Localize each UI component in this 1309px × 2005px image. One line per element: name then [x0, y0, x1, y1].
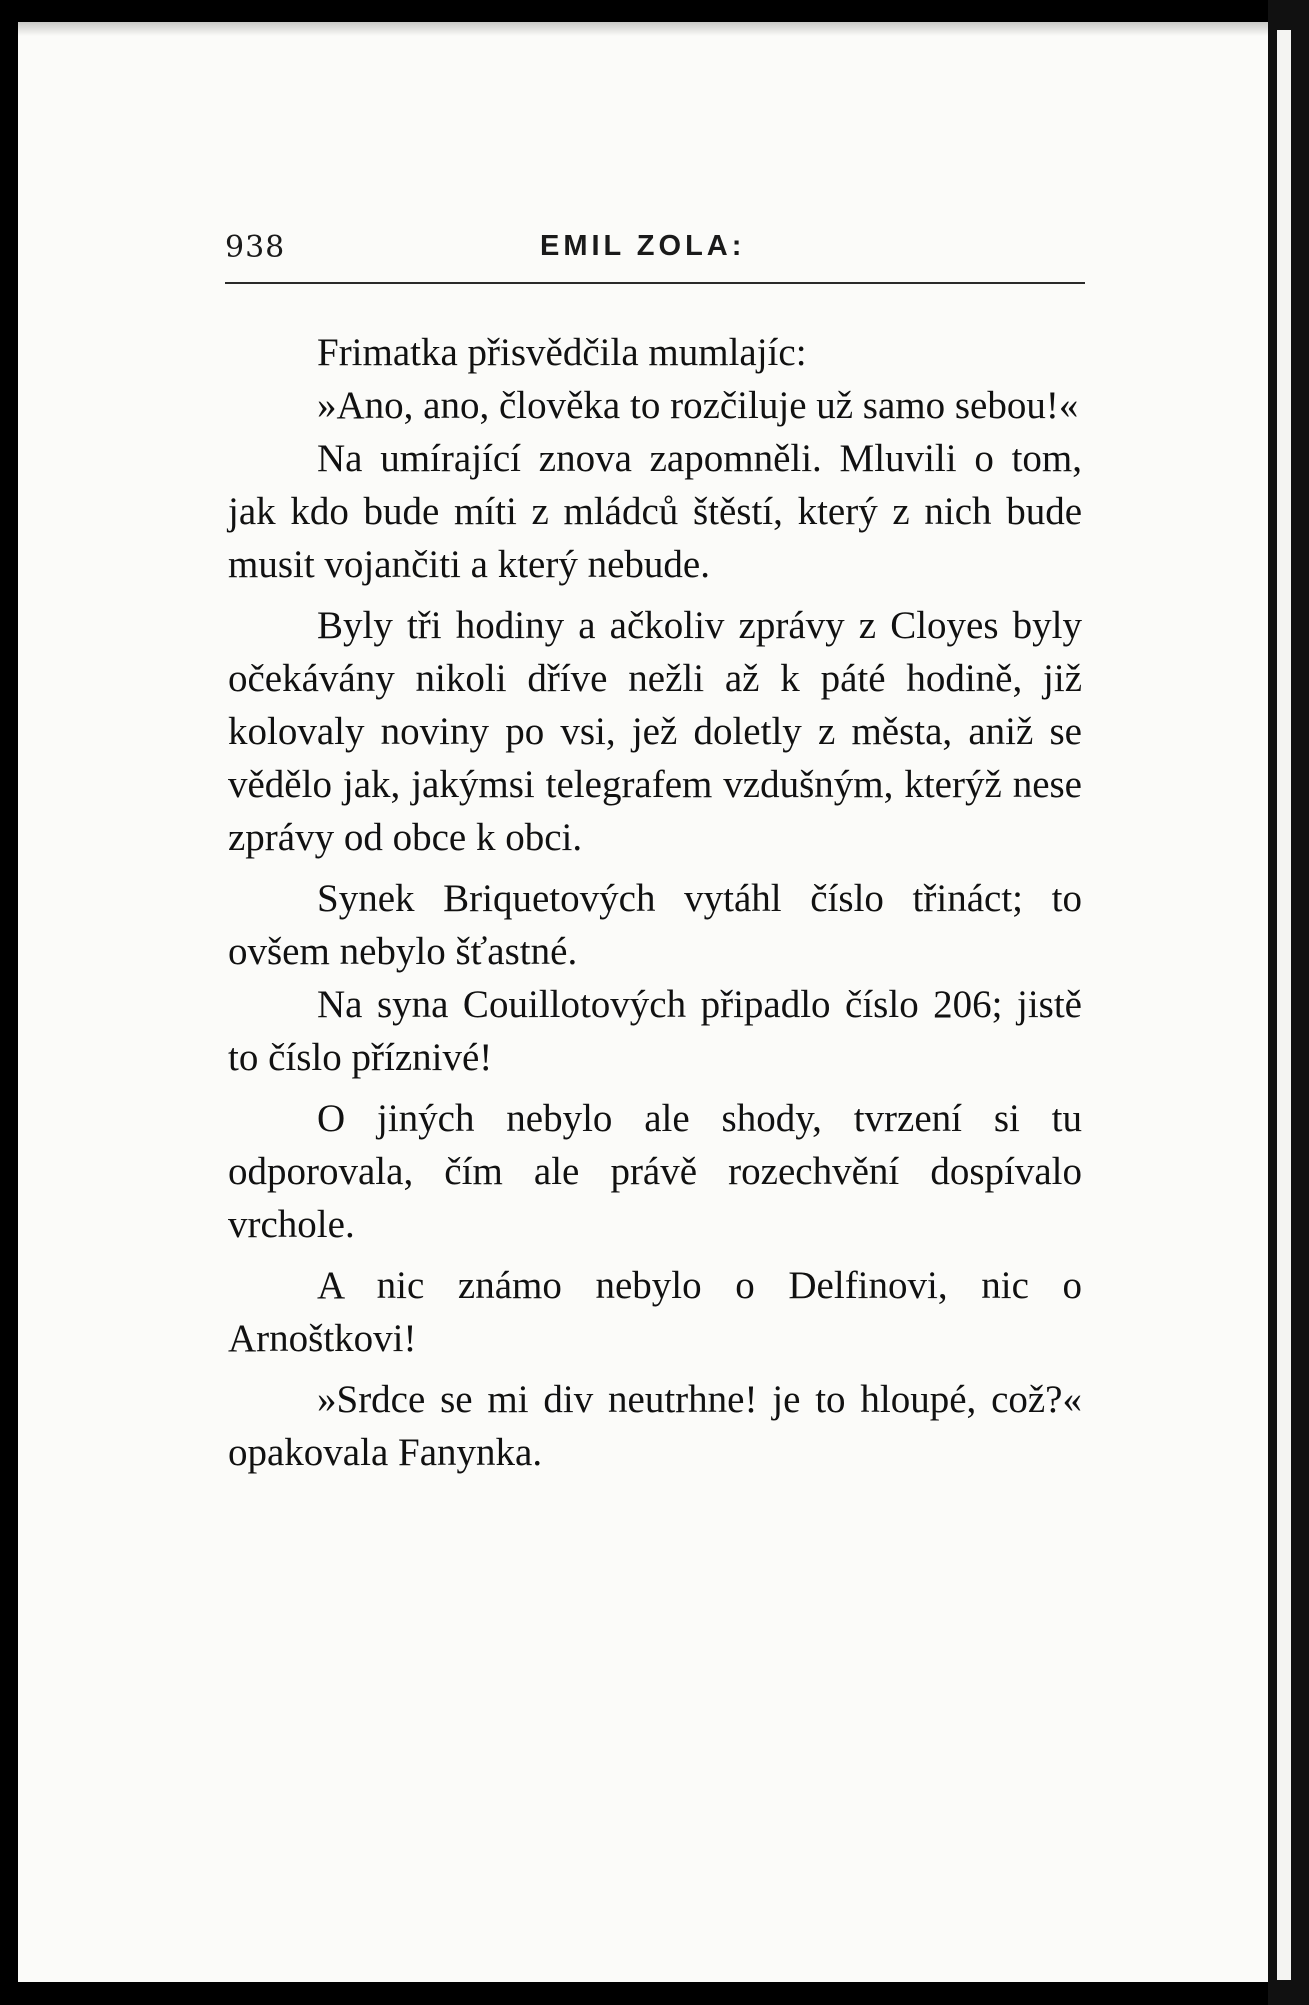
next-page-edge	[1277, 30, 1291, 1980]
paragraph: Byly tři hodiny a ačkoliv zprávy z Cloyes byly očekávány nikoli dříve nežli až k páté hodině, již kolovaly noviny po vsi, jež doletly z města, aniž se vědělo jak, jakýmsi telegrafem vzdušným, kterýž nese zprávy od obce k obci.	[228, 604, 1082, 859]
paragraph-gap	[228, 1084, 1082, 1092]
page-number: 938	[225, 230, 286, 265]
paragraph-gap	[228, 591, 1082, 599]
page-edge-shadow	[18, 22, 1268, 36]
paragraph: A nic známo nebylo o Delfinovi, nic o Arnoštkovi!	[228, 1264, 1082, 1360]
header-rule	[225, 282, 1085, 284]
paragraph: Frimatka přisvědčila mumlajíc:	[317, 331, 807, 374]
body-text	[228, 326, 1082, 1479]
paragraph: O jiných nebylo ale shody, tvrzení si tu odporovala, čím ale právě rozechvění dospívalo vrchole.	[228, 1097, 1082, 1246]
paragraph: Na umírající znova zapomněli. Mluvili o tom, jak kdo bude míti z mládců štěstí, který z nich bude musit vojančiti a který nebude.	[228, 437, 1082, 586]
running-head: EMIL ZOLA:	[540, 230, 746, 262]
paragraph: »Srdce se mi div neutrhne! je to hloupé, což?« opakovala Fanynka.	[228, 1378, 1082, 1474]
paragraph-gap	[228, 1251, 1082, 1259]
paragraph-gap	[228, 864, 1082, 872]
paragraph: »Ano, ano, člověka to rozčiluje už samo sebou!«	[317, 384, 1079, 427]
page-header	[225, 224, 1085, 272]
paragraph-gap	[228, 1365, 1082, 1373]
paragraph: Synek Briquetových vytáhl číslo třináct; to ovšem nebylo šťastné.	[228, 877, 1082, 973]
paragraph: Na syna Couillotových připadlo číslo 206; jistě to číslo příznivé!	[228, 983, 1082, 1079]
